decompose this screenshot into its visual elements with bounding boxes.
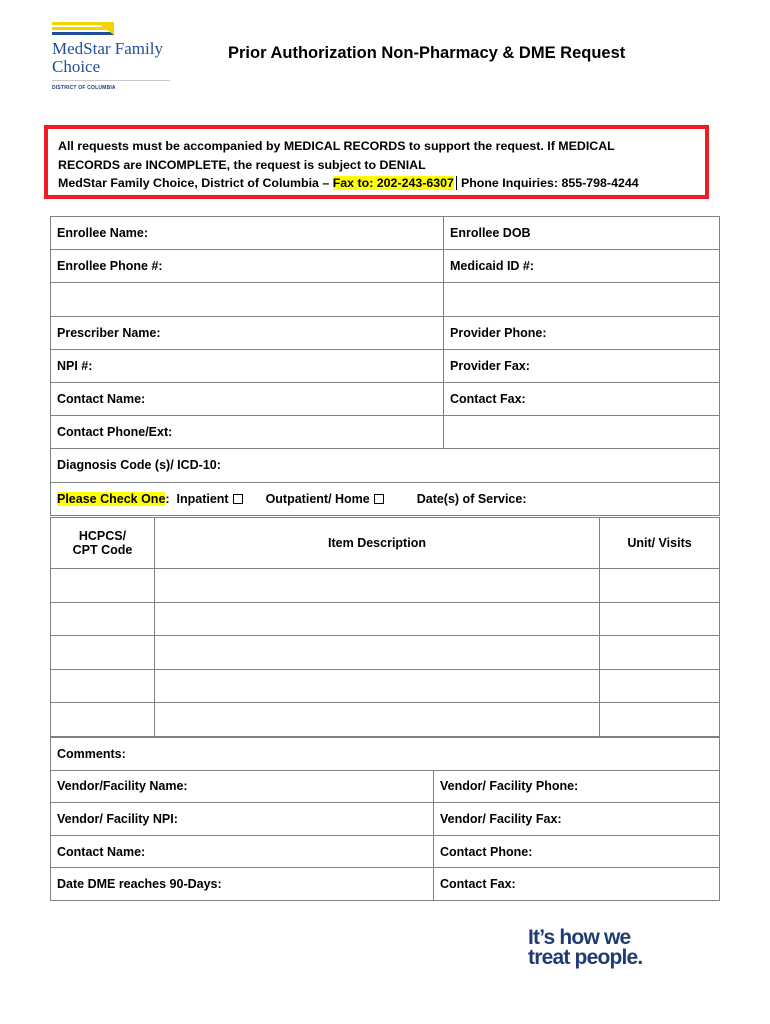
vendor-name-field[interactable] [51,770,434,803]
vendor-npi-field[interactable] [51,803,434,836]
item-description-header: Item Description [155,518,600,569]
item-code-cell[interactable] [51,602,155,636]
divider-bar [456,176,457,190]
notice-box [44,125,709,199]
enrollee-table [50,216,720,516]
logo-mark-icon [52,22,114,38]
item-units-cell[interactable] [600,602,720,636]
item-units-cell[interactable] [600,669,720,703]
vendor-phone-field[interactable] [434,770,720,803]
logo-name-line2: Choice [52,57,101,76]
contact-fax-field[interactable] [444,382,720,415]
hcpcs-header-line1: HCPCS/ [78,529,127,543]
vendor-fax-field[interactable] [434,803,720,836]
enrollee-dob-label: Enrollee DOB [450,226,531,241]
vendor-fax-label: Vendor/ Facility Fax: [440,811,562,826]
items-table [50,517,720,737]
comments-field[interactable] [51,738,720,771]
vendor-contact-name-label: Contact Name: [57,844,146,859]
fax-number: Fax to: 202-243-6307 [332,176,454,190]
phone-inquiries: Phone Inquiries: 855-798-4244 [460,176,639,190]
item-units-cell[interactable] [600,703,720,737]
medicaid-id-label: Medicaid ID #: [450,259,535,274]
item-code-cell[interactable] [51,569,155,603]
blank-cell-contact[interactable] [444,416,720,449]
vendor-contact-fax-label: Contact Fax: [440,877,516,892]
contact-phone-field[interactable] [51,416,444,449]
outpatient-label: Outpatient/ Home [265,491,370,506]
blank-cell-left[interactable] [51,283,444,316]
contact-phone-label: Contact Phone/Ext: [57,425,173,440]
item-units-cell[interactable] [600,636,720,670]
tagline-line1: It’s how we [528,926,631,949]
provider-fax-field[interactable] [444,349,720,382]
diagnosis-label: Diagnosis Code (s)/ ICD-10: [57,458,221,473]
logo-name [52,40,177,76]
item-code-cell[interactable] [51,636,155,670]
provider-phone-label: Provider Phone: [450,325,547,340]
dme-date-label: Date DME reaches 90-Days: [57,877,222,892]
logo-divider [52,80,170,81]
notice-line-3 [58,174,705,193]
dates-of-service-label: Date(s) of Service: [416,491,527,506]
vendor-phone-label: Vendor/ Facility Phone: [440,779,579,794]
vendor-table [50,737,720,901]
vendor-contact-phone-label: Contact Phone: [440,844,533,859]
check-one-label: Please Check One [57,491,166,506]
outpatient-checkbox[interactable] [374,494,384,504]
vendor-npi-label: Vendor/ Facility NPI: [57,811,178,826]
vendor-contact-fax-field[interactable] [434,868,720,901]
vendor-contact-phone-field[interactable] [434,835,720,868]
logo-name-line1: MedStar Family [52,39,163,58]
enrollee-name-field[interactable] [51,217,444,250]
comments-label: Comments: [57,746,126,761]
prescriber-name-label: Prescriber Name: [57,325,161,340]
enrollee-dob-field[interactable] [444,217,720,250]
page-title: Prior Authorization Non-Pharmacy & DME Request [228,44,626,62]
vendor-contact-name-field[interactable] [51,835,434,868]
item-code-cell[interactable] [51,703,155,737]
tagline-line2: treat people. [528,946,643,969]
item-description-cell[interactable] [155,602,600,636]
notice-org: MedStar Family Choice, District of Columbia – [58,176,333,190]
contact-name-field[interactable] [51,382,444,415]
medicaid-id-field[interactable] [444,250,720,283]
item-description-cell[interactable] [155,669,600,703]
service-type-row: Please Check One: Inpatient Outpatient/ Home Date(s) of Service: [51,482,720,515]
npi-field[interactable] [51,349,444,382]
enrollee-name-label: Enrollee Name: [57,226,149,241]
item-description-cell[interactable] [155,569,600,603]
notice-line-2: RECORDS are INCOMPLETE, the request is subject to DENIAL [58,157,426,172]
item-units-cell[interactable] [600,569,720,603]
enrollee-phone-label: Enrollee Phone #: [57,259,163,274]
dme-date-field[interactable] [51,868,434,901]
vendor-name-label: Vendor/Facility Name: [57,779,188,794]
logo-district: DISTRICT OF COLUMBIA [52,85,116,91]
notice-line-1: All requests must be accompanied by MEDICAL RECORDS to support the request. If MEDICAL [58,139,615,153]
enrollee-phone-field[interactable] [51,250,444,283]
inpatient-checkbox[interactable] [233,494,243,504]
diagnosis-field[interactable] [51,449,720,482]
tagline [528,928,642,968]
unit-visits-header: Unit/ Visits [600,518,720,569]
provider-fax-label: Provider Fax: [450,358,530,373]
hcpcs-header [51,518,155,569]
item-code-cell[interactable] [51,669,155,703]
inpatient-label: Inpatient [176,491,229,506]
provider-phone-field[interactable] [444,316,720,349]
contact-fax-label: Contact Fax: [450,392,526,407]
item-description-cell[interactable] [155,703,600,737]
contact-name-label: Contact Name: [57,392,146,407]
item-description-cell[interactable] [155,636,600,670]
blank-cell-right[interactable] [444,283,720,316]
hcpcs-header-line2: CPT Code [72,543,133,557]
npi-label: NPI #: [57,358,93,373]
prescriber-name-field[interactable] [51,316,444,349]
medstar-logo [52,22,172,94]
